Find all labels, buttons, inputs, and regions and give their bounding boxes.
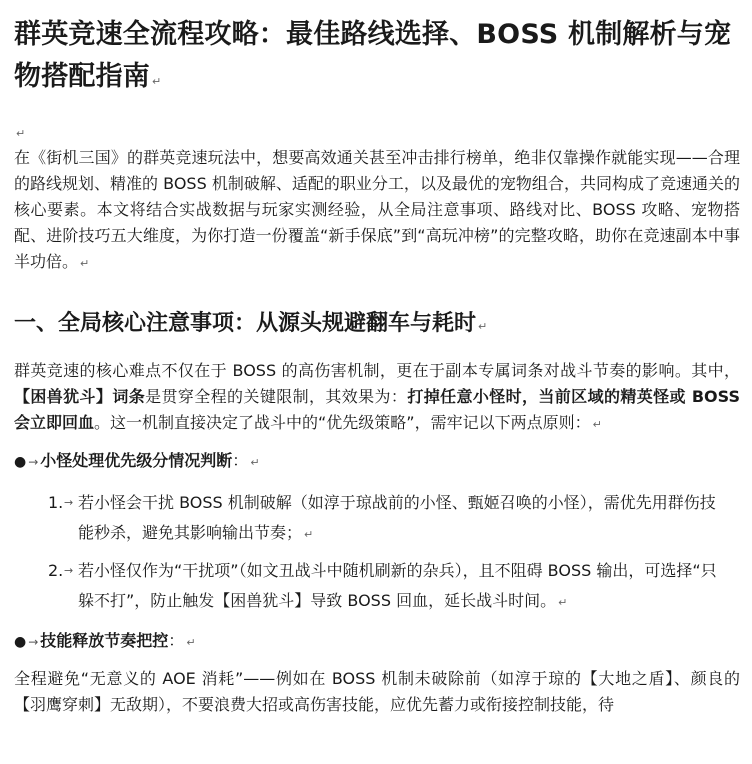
p1-text-c: 是贯穿全程的关键限制，其效果为： xyxy=(145,387,408,406)
document-page xyxy=(14,14,740,718)
document-title xyxy=(14,14,740,103)
intro-text: 在《街机三国》的群英竞速玩法中，想要高效通关甚至冲击排行榜单，绝非仅靠操作就能实现——合理的路线规划、精准的 BOSS 机制破解、适配的职业分工，以及最优的宠物组合，共同构成了竞速通关的核心要素。本文将结合实战数据与玩家实测经验，从全局注意事项、路线对比、BOSS 攻略、宠物搭配、进阶技巧五大维度，为你打造一份覆盖“新手保底”到“高玩冲榜”的完整攻略，助你在竞速副本中事半功倍。 xyxy=(14,148,740,271)
section-heading xyxy=(14,307,740,344)
section-paragraph-2 xyxy=(14,666,740,718)
p2-text: 全程避免“无意义的 AOE 消耗”——例如在 BOSS 机制未破除前（如淳于琼的【大地之盾】、颜良的【羽鹰穿刺】无敌期），不要浪费大招或高伤害技能，应优先蓄力或衔接控制技能，待 xyxy=(14,669,740,714)
section-heading-text: 一、全局核心注意事项：从源头规避翻车与耗时 xyxy=(14,311,477,336)
paragraph-mark: ↵ xyxy=(80,257,90,270)
paragraph-mark: ↵ xyxy=(186,636,196,649)
bullet-1-colon: ： xyxy=(232,451,249,470)
p1-bold-b: 【困兽犹斗】词条 xyxy=(14,387,146,406)
bullet-heading-2 xyxy=(14,628,740,656)
numbered-list xyxy=(14,488,740,618)
title-text: 群英竞速全流程攻略：最佳路线选择、BOSS 机制解析与宠物搭配指南 xyxy=(14,19,732,92)
paragraph-mark: ↵ xyxy=(152,75,162,88)
list-item-text: 若小怪会干扰 BOSS 机制破解（如淳于琼战前的小怪、甄姬召唤的小怪），需优先用群伤技能秒杀，避免其影响输出节奏； xyxy=(78,493,716,542)
bullet-dot-icon: ● xyxy=(14,634,27,650)
bullet-dot-icon: ● xyxy=(14,454,27,470)
tab-arrow-icon: → xyxy=(64,564,74,577)
paragraph-mark: ↵ xyxy=(592,418,602,431)
paragraph-mark: ↵ xyxy=(304,528,314,541)
list-item-text: 若小怪仅作为“干扰项”（如文丑战斗中随机刷新的杂兵），且不阻碍 BOSS 输出，可选择“只躲不打”，防止触发【困兽犹斗】导致 BOSS 回血，延长战斗时间。 xyxy=(78,561,717,610)
section-paragraph-1 xyxy=(14,358,740,438)
bullet-heading-1 xyxy=(14,448,740,476)
p1-text-e: 。这一机制直接决定了战斗中的“优先级策略”，需牢记以下两点原则： xyxy=(94,413,591,432)
paragraph-mark: ↵ xyxy=(250,456,260,469)
bullet-2-text: 技能释放节奏把控 xyxy=(40,631,169,650)
bullet-1-text: 小怪处理优先级分情况判断 xyxy=(40,451,233,470)
paragraph-mark: ↵ xyxy=(558,596,568,609)
list-item xyxy=(14,556,740,618)
p1-text-a: 群英竞速的核心难点不仅在于 BOSS 的高伤害机制，更在于副本专属词条对战斗节奏的影响。其中， xyxy=(14,361,740,380)
list-number: 2. xyxy=(48,561,64,580)
list-item xyxy=(14,488,740,550)
tab-arrow-icon: → xyxy=(64,496,74,509)
intro-paragraph xyxy=(14,145,740,277)
bullet-2-colon: ： xyxy=(168,631,185,650)
tab-arrow-icon: → xyxy=(28,635,39,649)
p1-bold-d: 打掉任意小怪时，当前区域的精英怪或 BOSS 会立即回血 xyxy=(14,387,740,432)
list-number: 1. xyxy=(48,493,64,512)
empty-paragraph xyxy=(14,119,740,145)
tab-arrow-icon: → xyxy=(28,455,39,469)
paragraph-mark: ↵ xyxy=(16,127,26,140)
paragraph-mark: ↵ xyxy=(478,320,488,333)
